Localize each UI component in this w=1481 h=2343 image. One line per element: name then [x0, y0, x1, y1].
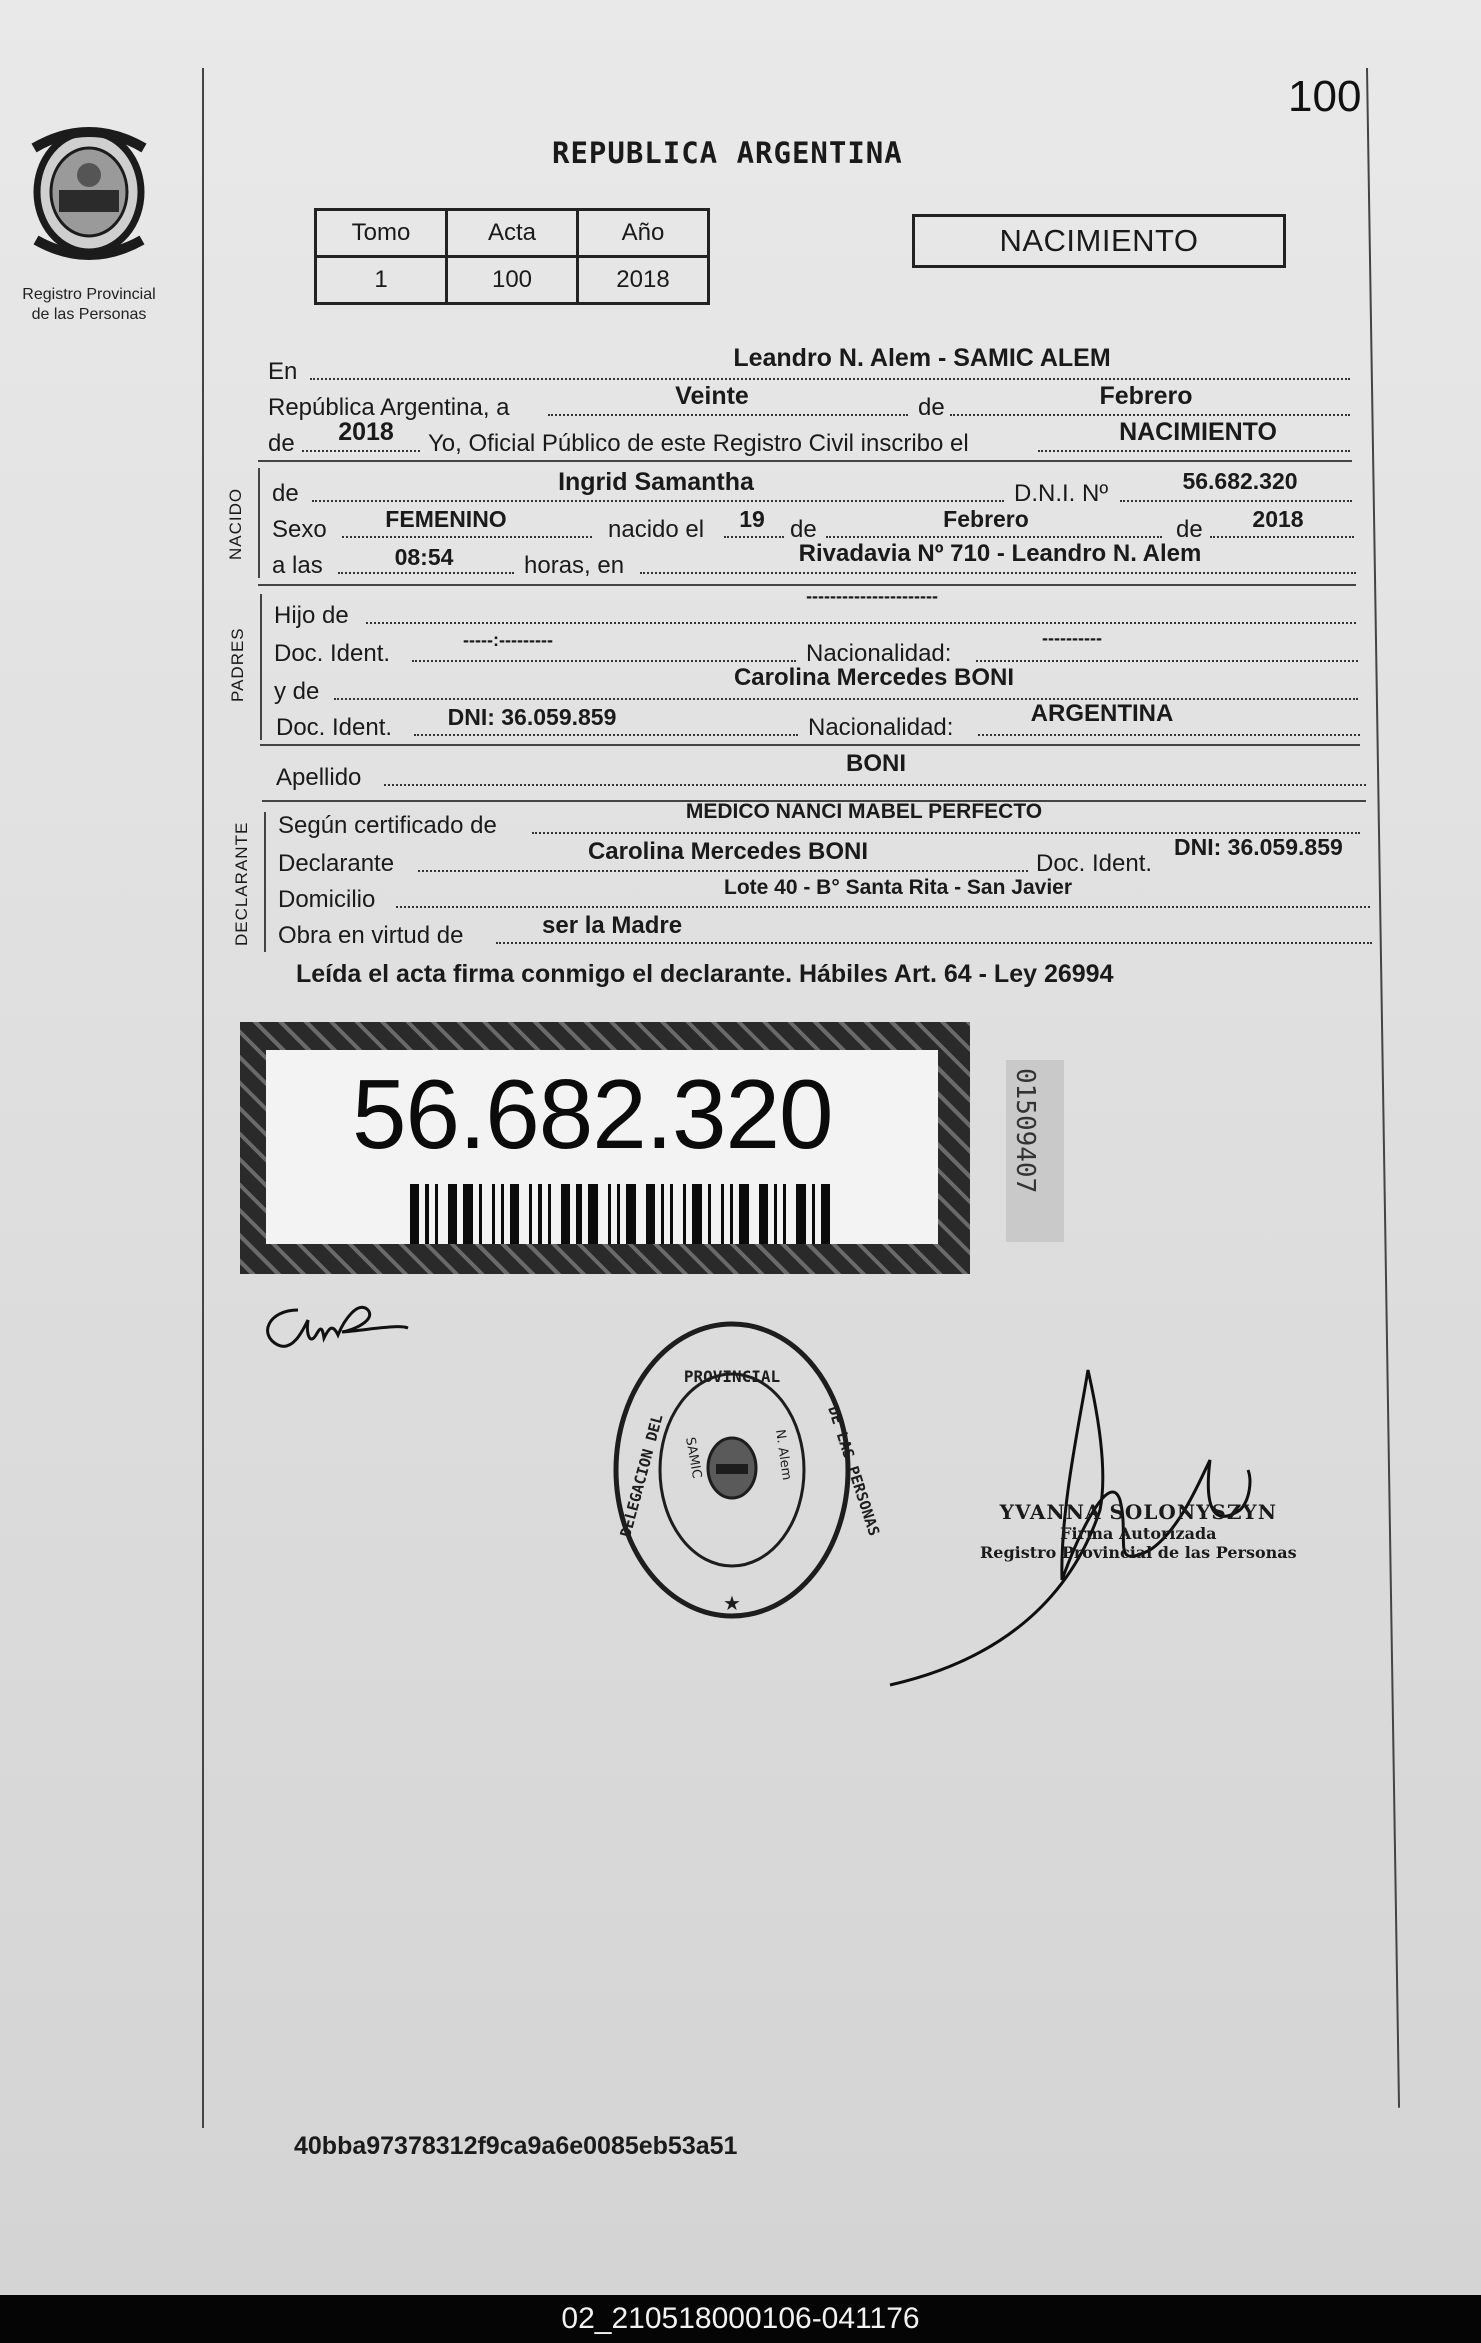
declarante-obra: ser la Madre: [542, 912, 683, 939]
label-de-mes-nac: de: [790, 516, 817, 543]
dotted-line: [640, 572, 1356, 574]
nacido-hora: 08:54: [394, 544, 454, 570]
barcode-bar: [510, 1184, 519, 1244]
nacido-mes: Febrero: [943, 506, 1029, 532]
nacido-anio: 2018: [1252, 506, 1304, 532]
label-certificado: Según certificado de: [278, 812, 497, 839]
section-separator: [258, 460, 1352, 462]
table-header-acta: Acta: [447, 210, 578, 257]
label-obra: Obra en virtud de: [278, 922, 464, 949]
right-margin-line: [1366, 68, 1400, 2108]
madre-nacionalidad: ARGENTINA: [1030, 700, 1174, 727]
label-nacido-el: nacido el: [608, 516, 705, 543]
dotted-line: [342, 536, 592, 538]
nacido-dni: 56.682.320: [1182, 468, 1298, 494]
table-value-acta: 100: [447, 257, 578, 304]
footer-file-id: 02_210518000106-041176: [0, 2295, 1481, 2343]
dotted-line: [724, 536, 784, 538]
madre-nombre: Carolina Mercedes BONI: [733, 664, 1015, 691]
dotted-line: [950, 414, 1350, 416]
dotted-line: [366, 622, 1356, 624]
label-en: En: [268, 358, 298, 385]
official-organism: Registro Provincial de las Personas: [980, 1543, 1297, 1562]
barcode-bar: [410, 1184, 419, 1244]
barcode-bar: [796, 1184, 805, 1244]
barcode-bar: [561, 1184, 570, 1244]
official-name: YVANNA SOLONYSZYN: [999, 1500, 1277, 1524]
dotted-line: [414, 734, 798, 736]
dotted-line: [1210, 536, 1354, 538]
sticker-serial: 01509407: [1010, 1068, 1040, 1194]
label-doc-ident-decl: Doc. Ident.: [1036, 850, 1153, 877]
svg-text:PROVINCIAL: PROVINCIAL: [683, 1367, 781, 1386]
label-yo-oficial: Yo, Oficial Público de este Registro Civil inscribo el: [428, 430, 969, 457]
logo-caption-line2: de las Personas: [31, 306, 147, 323]
dotted-line: [396, 906, 1370, 908]
logo-caption-line1: Registro Provincial: [22, 286, 156, 303]
official-signature-block: [980, 1500, 1297, 1562]
barcode-bar: [683, 1184, 686, 1244]
label-y-de: y de: [274, 678, 320, 705]
provincial-seal-icon: [14, 120, 164, 280]
nacido-lugar: Rivadavia Nº 710 - Leandro N. Alem: [798, 540, 1202, 567]
acta-lugar: Leandro N. Alem - SAMIC ALEM: [733, 344, 1111, 372]
closing-statement: Leída el acta firma conmigo el declarante. Hábiles Art. 64 - Ley 26994: [296, 960, 1114, 988]
nacido-nombre: Ingrid Samantha: [558, 468, 754, 496]
label-apellido: Apellido: [276, 764, 362, 791]
nacido-dia: 19: [739, 506, 765, 532]
official-role: Firma Autorizada: [1060, 1524, 1217, 1543]
barcode-bar: [730, 1184, 733, 1244]
barcode-bar: [783, 1184, 786, 1244]
acta-mes: Febrero: [1099, 382, 1193, 410]
barcode-bar: [812, 1184, 815, 1244]
barcode-bar: [608, 1184, 611, 1244]
acta-tipo: NACIMIENTO: [1119, 418, 1277, 446]
svg-text:★: ★: [723, 1591, 741, 1615]
svg-text:DELEGACION DEL: DELEGACION DEL: [616, 1412, 667, 1540]
section-label-padres: PADRES: [228, 627, 247, 702]
document-hash: 40bba97378312f9ca9a6e0085eb53a51: [294, 2132, 738, 2160]
dotted-line: [496, 942, 1372, 944]
section-bar: [258, 468, 260, 578]
barcode-bar: [692, 1184, 701, 1244]
label-a-las: a las: [272, 552, 323, 579]
barcode-bar: [588, 1184, 597, 1244]
dotted-line: [978, 734, 1360, 736]
barcode-bar: [548, 1184, 551, 1244]
barcode-bar: [492, 1184, 495, 1244]
sticker-label-area: [266, 1050, 938, 1244]
country-title: REPUBLICA ARGENTINA: [552, 136, 903, 170]
sticker-dni-number: 56.682.320: [352, 1059, 833, 1169]
registry-table: [314, 208, 710, 305]
barcode-bar: [661, 1184, 664, 1244]
dotted-line: [384, 784, 1366, 786]
barcode-bar: [821, 1184, 830, 1244]
barcode-bar: [670, 1184, 673, 1244]
label-sexo: Sexo: [272, 516, 327, 543]
label-de-anio: de: [268, 430, 295, 457]
dotted-line: [976, 660, 1358, 662]
barcode-bar: [435, 1184, 438, 1244]
table-header-anio: Año: [578, 210, 709, 257]
table-value-anio: 2018: [578, 257, 709, 304]
svg-text:DE LAS PERSONAS: DE LAS PERSONAS: [824, 1403, 884, 1539]
barcode-bar: [646, 1184, 655, 1244]
barcode-bar: [425, 1184, 428, 1244]
page-number: 100: [1288, 72, 1362, 121]
declarante-nombre: Carolina Mercedes BONI: [587, 838, 869, 865]
dotted-line: [334, 698, 1358, 700]
section-bar: [264, 812, 266, 952]
label-declarante: Declarante: [278, 850, 395, 877]
acta-anio: 2018: [338, 418, 394, 446]
dotted-line: [1038, 450, 1350, 452]
padre-doc: -----:---------: [463, 630, 553, 650]
label-domicilio: Domicilio: [278, 886, 376, 913]
label-doc-ident-1: Doc. Ident.: [274, 640, 391, 667]
dotted-line: [1120, 500, 1352, 502]
barcode-bar: [479, 1184, 482, 1244]
barcode: [410, 1184, 840, 1244]
barcode-bar: [708, 1184, 711, 1244]
madre-doc: DNI: 36.059.859: [447, 704, 617, 730]
apellido-value: BONI: [846, 750, 906, 777]
acta-dia: Veinte: [675, 382, 749, 410]
barcode-bar: [576, 1184, 582, 1244]
barcode-bar: [463, 1184, 472, 1244]
table-header-tomo: Tomo: [316, 210, 447, 257]
label-horas-en: horas, en: [524, 552, 625, 579]
nacido-sexo: FEMENINO: [385, 506, 507, 532]
label-de-mes: de: [918, 394, 945, 421]
barcode-bar: [739, 1184, 748, 1244]
document-type-box: NACIMIENTO: [912, 214, 1286, 268]
barcode-bar: [721, 1184, 724, 1244]
dni-sticker: [240, 1022, 970, 1274]
svg-text:SAMIC: SAMIC: [682, 1436, 705, 1480]
padre-nacionalidad: ----------: [1042, 628, 1102, 648]
label-nacionalidad-2: Nacionalidad:: [808, 714, 954, 741]
section-separator: [260, 744, 1360, 746]
table-value-tomo: 1: [316, 257, 447, 304]
registry-logo: [14, 120, 164, 325]
dotted-line: [418, 870, 1028, 872]
barcode-bar: [538, 1184, 541, 1244]
section-label-nacido: NACIDO: [226, 487, 245, 560]
dotted-line: [310, 378, 1350, 380]
declarante-certificado: MEDICO NANCI MABEL PERFECTO: [685, 800, 1043, 823]
declarante-doc: DNI: 36.059.859: [1174, 834, 1343, 860]
label-doc-ident-2: Doc. Ident.: [276, 714, 393, 741]
barcode-bar: [529, 1184, 532, 1244]
barcode-bar: [448, 1184, 457, 1244]
label-hijo-de: Hijo de: [274, 602, 349, 629]
dotted-line: [338, 572, 514, 574]
dotted-line: [302, 450, 420, 452]
label-de-anio-nac: de: [1176, 516, 1203, 543]
padre-nombre: ----------------------: [806, 586, 938, 606]
section-bar: [260, 594, 262, 740]
barcode-bar: [774, 1184, 777, 1244]
dotted-line: [826, 536, 1162, 538]
declarant-signature: [258, 1290, 418, 1370]
left-margin-line: [202, 68, 204, 2128]
dotted-line: [312, 500, 1004, 502]
label-de-nombre: de: [272, 480, 299, 507]
serial-strip: [1006, 1060, 1064, 1242]
label-dni: D.N.I. Nº: [1014, 480, 1109, 507]
barcode-bar: [501, 1184, 504, 1244]
label-republica: República Argentina, a: [268, 394, 510, 421]
barcode-bar: [759, 1184, 768, 1244]
svg-text:N. Alem: N. Alem: [772, 1428, 795, 1482]
dotted-line: [412, 660, 796, 662]
dotted-line: [548, 414, 908, 416]
section-label-declarante: DECLARANTE: [232, 821, 251, 946]
label-nacionalidad-1: Nacionalidad:: [806, 640, 952, 667]
barcode-bar: [617, 1184, 620, 1244]
registry-stamp: [610, 1318, 884, 1623]
barcode-bar: [626, 1184, 635, 1244]
declarante-domicilio: Lote 40 - B° Santa Rita - San Javier: [723, 876, 1073, 899]
